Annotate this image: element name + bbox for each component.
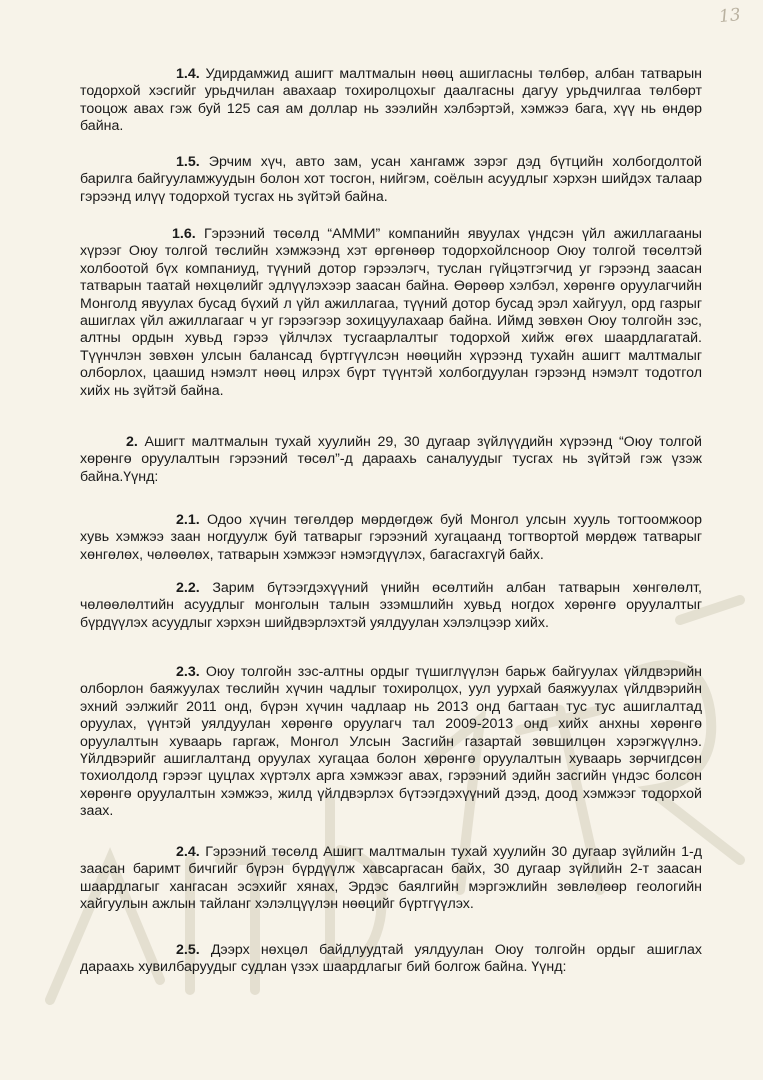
paragraph-1-6 [80, 226, 702, 400]
paragraph-text: Ашигт малтмалын тухай хуулийн 29, 30 дугаар зүйлүүдийн хүрээнд “Оюу толгой хөрөнгө оруулалтын гэрээний төсөл”-д дараахь саналуудыг тусгах нь зүйтэй гэж үзэж байна.Үүнд: [80, 434, 702, 485]
paragraph-text: Эрчим хүч, авто зам, усан хангамж зэрэг дэд бүтцийн холбогдолтой барилга байгууламжуудын болон хот тосгон, нийгэм, соёлын асуудлыг хэрхэн шийдэх талаар гэрээнд илүү тодорхой тусгах нь зүйтэй байна. [80, 154, 702, 205]
paragraph-2 [80, 434, 702, 486]
paragraph-1-5 [80, 154, 702, 206]
paragraph-1-4 [80, 66, 702, 136]
paragraph-text: Гэрээний төсөлд Ашигт малтмалын тухай хуулийн 30 дугаар зүйлийн 1-д заасан баримт бичгийг бүрэн бүрдүүлж хавсаргасан байх, 30 дугаар зүйлийн 2-т заасан шаардлагыг хангасан эсэхийг хянах, Эрдэс баялгийн мэргэжлийн зөвлөлөөр геологийн хайгуулын ажлын тайланг хэлэлцүүлэн нөөцийг бүртгүүлэх. [80, 844, 702, 913]
paragraph-2-1 [80, 512, 702, 564]
handwritten-page-number: 13 [718, 4, 742, 28]
paragraph-text: Удирдамжид ашигт малтмалын нөөц ашигласны төлбөр, албан татварын тодорхой хэсгийг урьдчилан авахаар тохиролцохыг даалгасны дагуу урьдчилгаа төлбөрт тооцож авах гэж буй 125 сая ам доллар нь зээлийн хэлбэртэй, хэмжээ бага, хүү нь өндөр байна. [80, 66, 702, 135]
paragraph-number: 2. [126, 434, 138, 450]
paragraph-number: 2.3. [176, 664, 200, 680]
paragraph-text: Гэрээний төсөлд “АММИ” компанийн явуулах үндсэн үйл ажиллагааны хүрээг Оюу толгой төслийн хэмжээнд хэт өргөнөөр тодорхойлсноор Оюу толгой төсөлтэй холбоотой бүх компаниуд, түүний дотор гэрээлэгч, туслан гүйцэтгэгчид уг гэрээнд заасан татварын таатай нөхцөлийг эдлүүлэхээр заасан байна. Өөрөөр хэлбэл, хөрөнгө оруулагчийн Монголд явуулах бусад бүхий л үйл ажиллагаа, түүний дотор бусад эрэл хайгуул, орд газрыг ашиглах үйл ажиллагааг ч уг гэрээгээр зохицуулахаар байна. Иймд зөвхөн Оюу толгойн зэс, алтны ордын хувьд гэрээ үйлчлэх тусгаарлалтыг тодорхой хийж өгөх шаардлагатай. Түүнчлэн зөвхөн улсын балансад бүртгүүлсэн нөөцийн хүрээнд тухайн ашигт малтмалыг олборлох, цаашид нэмэлт нөөц илрэх бүрт түүнтэй холбогдуулан гэрээнд нэмэлт тодотгол хийх нь зүйтэй байна. [80, 226, 703, 399]
paragraph-number: 2.1. [176, 512, 200, 528]
paragraph-number: 2.2. [176, 580, 200, 596]
paragraph-text: Одоо хүчин төгөлдөр мөрдөгдөж буй Монгол улсын хууль тогтоомжоор хувь хэмжээ заан ногдуулж буй татварыг гэрээний хугацаанд тогтвортой мөрдөж татварыг хөнгөлөх, чөлөөлөх, татварын хэмжээг нэмэгдүүлэх, багасгахгүй байх. [80, 512, 702, 563]
paragraph-number: 1.6. [172, 226, 196, 242]
paragraph-2-2 [80, 580, 702, 632]
paragraph-number: 1.5. [176, 154, 200, 170]
paragraph-text: Зарим бүтээгдэхүүний үнийн өсөлтийн албан татварын хөнгөлөлт, чөлөөлөлтийн асуудлыг монголын талын эзэмшлийн хувьд ногдох хөрөнгө оруулалтыг бүрдүүлэх асуудлыг хэрхэн шийдвэрлэхтэй уялдуулан хэлэлцээр хийх. [80, 580, 702, 631]
paragraph-text: Дээрх нөхцөл байдлуудтай уялдуулан Оюу толгойн ордыг ашиглах дараахь хувилбаруудыг судлан үзэх шаардлагыг бий болгож байна. Үүнд: [80, 942, 702, 976]
paragraph-number: 1.4. [176, 66, 200, 82]
paragraph-2-5 [80, 942, 702, 977]
paragraph-number: 2.5. [176, 942, 200, 958]
paragraph-2-3 [80, 664, 702, 821]
paragraph-text: Оюу толгойн зэс-алтны ордыг түшиглүүлэн барьж байгуулах үйлдвэрийн олборлон баяжуулах төслийн хүчин чадлыг тохиролцох, уул уурхай баяжуулах үйлдвэрийн эхний ээлжийг 2011 онд, бүрэн хүчин чадлаар нь 2013 онд багтаан тус тус ашиглалтад оруулах, үүнтэй уялдуулан хөрөнгө оруулагч тал 2009-2013 онд хийх анхны хөрөнгө оруулалтын хуваарь гаргаж, Монгол Улсын Засгийн газартай зөвшилцөн хэрэгжүүлнэ. Үйлдвэрийг ашиглалтанд оруулах хугацаа болон хөрөнгө оруулалтын хуваарь зөрчигдсөн тохиолдолд гэрээг цуцлах хүртэлх арга хэмжээг авах, гэрээний эдийн засгийн үндэс болсон хөрөнгө оруулалтын хэмжээ, жилд үйлдвэрлэх бүтээгдэхүүний дээд, доод хэмжээг тодорхой заах. [80, 664, 702, 820]
paragraph-2-4 [80, 844, 702, 914]
paragraph-number: 2.4. [176, 844, 200, 860]
